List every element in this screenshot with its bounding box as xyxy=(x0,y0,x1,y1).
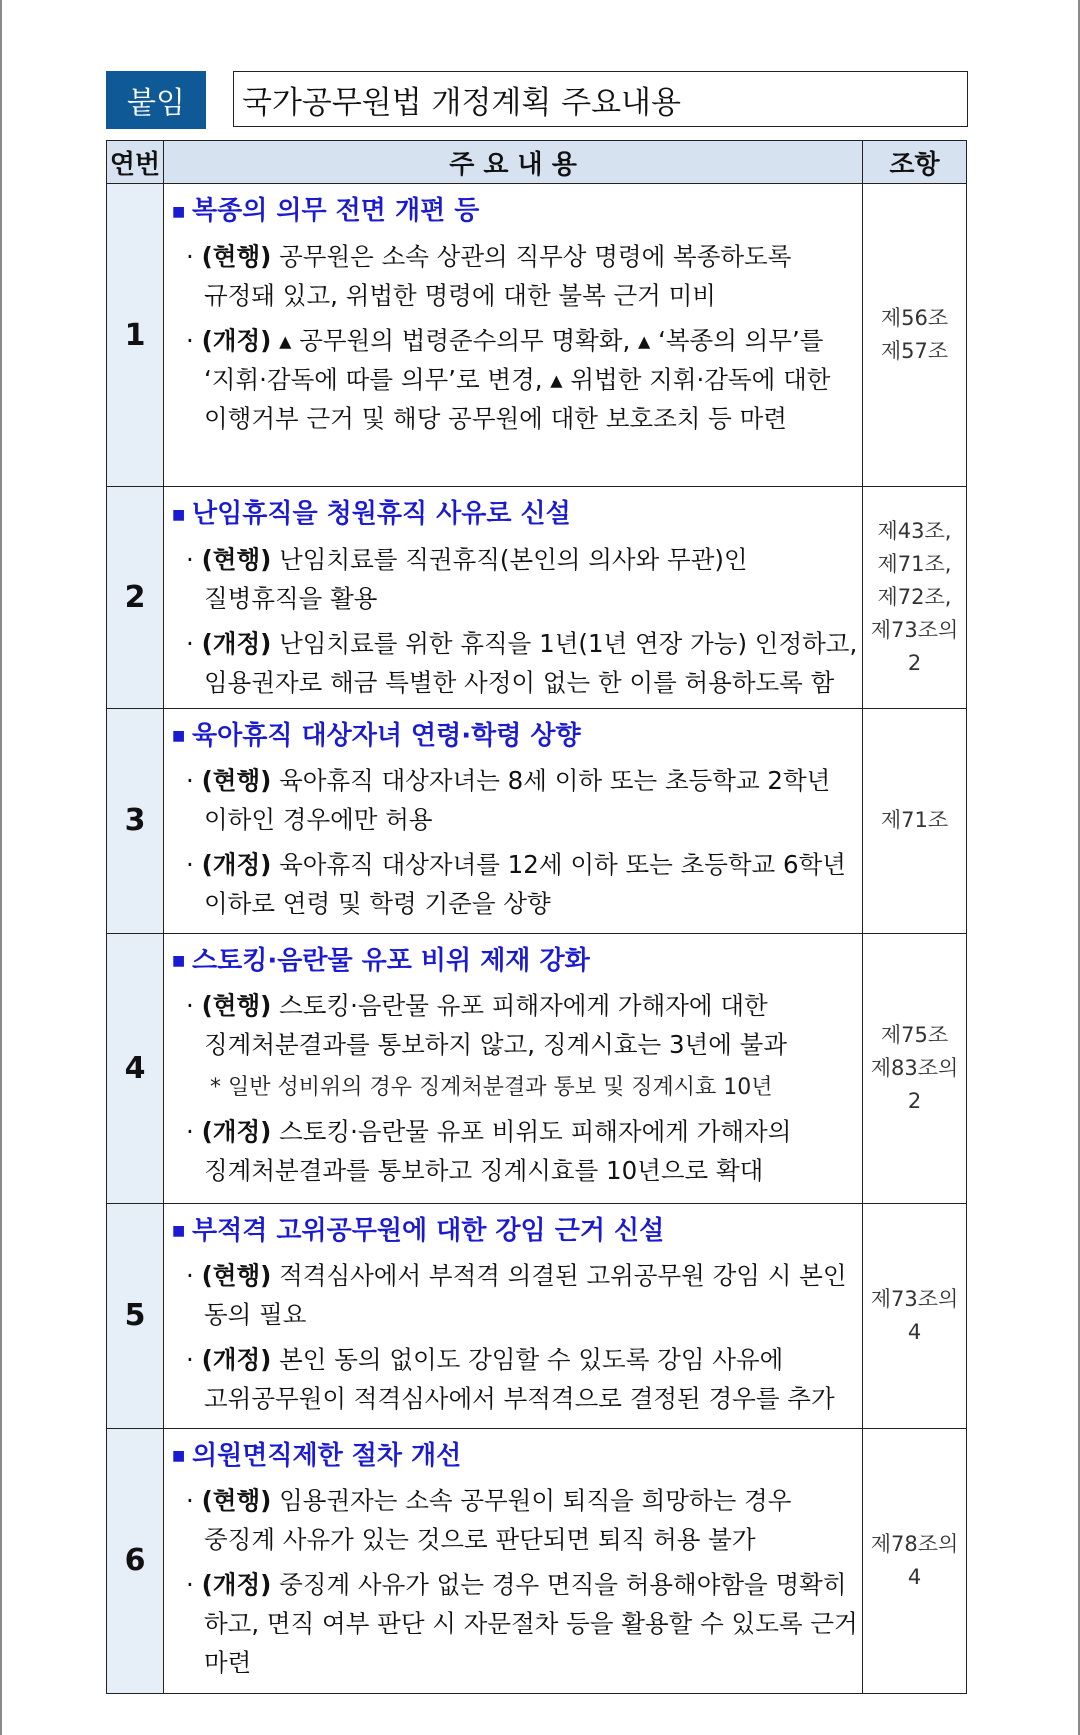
amended-item: · (개정) 난임치료를 위한 휴직을 1년(1년 연장 가능) 인정하고, 임용권자로 해금 특별한 사정이 없는 한 이를 허용하도록 함 xyxy=(186,628,858,697)
footnote: * 일반 성비위의 경우 징계처분결과 통보 및 징계시효 10년 xyxy=(210,1075,773,1100)
row-article: 제43조, 제71조, 제72조, 제73조의 2 xyxy=(863,487,967,709)
amended-item: · (개정) 본인 동의 없이도 강임할 수 있도록 강임 사유에 고위공무원이 적격심사에서 부적격으로 결정된 경우를 추가 xyxy=(186,1345,835,1413)
item-label: (개정) xyxy=(201,325,272,355)
document-title: 국가공무원법 개정계획 주요내용 xyxy=(233,71,968,127)
row-number: 5 xyxy=(107,1203,164,1428)
square-bullet-icon: ■ xyxy=(172,728,186,744)
row-content xyxy=(164,1428,863,1693)
row-title: ■ 육아휴직 대상자녀 연령·학령 상향 xyxy=(172,719,862,754)
item-label: (현행) xyxy=(201,991,272,1020)
square-bullet-icon: ■ xyxy=(172,1448,186,1464)
item-label: (개정) xyxy=(201,1345,272,1374)
table-row xyxy=(107,184,967,487)
amended-item: · (개정) 스토킹·음란물 유포 비위도 피해자에게 가해자의 징계처분결과를 통보하고 징계시효를 10년으로 확대 xyxy=(186,1117,792,1185)
page-border-left xyxy=(0,0,2,1735)
item-label: (개정) xyxy=(201,850,272,879)
row-number: 4 xyxy=(107,933,164,1203)
row-article: 제73조의 4 xyxy=(863,1203,967,1428)
row-title: ■ 난임휴직을 청원휴직 사유로 신설 xyxy=(172,497,862,532)
item-label: (현행) xyxy=(201,1486,272,1515)
current-item: · (현행) 육아휴직 대상자녀는 8세 이하 또는 초등학교 2학년 이하인 경우에만 허용 xyxy=(186,766,831,834)
header-article: 조항 xyxy=(863,141,967,184)
row-title: ■ 복종의 의무 전면 개편 등 xyxy=(172,194,862,229)
row-content xyxy=(164,487,863,709)
item-text: 난임치료를 직권휴직(본인의 의사와 무관)인 질병휴직을 활용 xyxy=(204,544,748,613)
item-text: ▴ 공무원의 법령준수의무 명확화, ▴ ‘복종의 의무’를 ‘지휘·감독에 따를 의무’로 변경, ▴ 위법한 지휘·감독에 대한 이행거부 근거 및 해당 공무원에 대한 보호조치 등 마련 xyxy=(204,325,831,433)
table-row xyxy=(107,487,967,709)
amended-item: · (개정) 육아휴직 대상자녀를 12세 이하 또는 초등학교 6학년 이하로 연령 및 학령 기준을 상향 xyxy=(186,850,846,918)
item-label: (개정) xyxy=(201,628,272,658)
item-text: 공무원은 소속 상관의 직무상 명령에 복종하도록 규정돼 있고, 위법한 명령에 대한 불복 근거 미비 xyxy=(204,241,792,310)
row-title: ■ 스토킹·음란물 유포 비위 제재 강화 xyxy=(172,944,862,979)
row-article: 제71조 xyxy=(863,708,967,933)
table-row xyxy=(107,1203,967,1428)
item-label: (현행) xyxy=(201,241,272,271)
row-content xyxy=(164,708,863,933)
item-text: 육아휴직 대상자녀를 12세 이하 또는 초등학교 6학년 이하로 연령 및 학령 기준을 상향 xyxy=(204,850,846,918)
row-content xyxy=(164,184,863,487)
header-content: 주 요 내 용 xyxy=(164,141,863,184)
row-content xyxy=(164,933,863,1203)
amended-item: · (개정) 중징계 사유가 없는 경우 면직을 허용해야함을 명확히 하고, 면직 여부 판단 시 자문절차 등을 활용할 수 있도록 근거 마련 xyxy=(186,1570,858,1677)
item-label: (현행) xyxy=(201,544,272,574)
square-bullet-icon: ■ xyxy=(172,506,186,523)
row-number: 6 xyxy=(107,1428,164,1693)
item-label: (현행) xyxy=(201,1261,272,1290)
item-text: 스토킹·음란물 유포 피해자에게 가해자에 대한 징계처분결과를 통보하지 않고, 징계시효는 3년에 불과 xyxy=(204,991,787,1059)
current-item: · (현행) 스토킹·음란물 유포 피해자에게 가해자에 대한 징계처분결과를 통보하지 않고, 징계시효는 3년에 불과 xyxy=(186,991,787,1059)
row-title: ■ 부적격 고위공무원에 대한 강임 근거 신설 xyxy=(172,1214,862,1249)
table-row xyxy=(107,1428,967,1693)
row-number: 1 xyxy=(107,184,164,487)
item-label: (개정) xyxy=(201,1570,272,1599)
table-row xyxy=(107,708,967,933)
row-number: 2 xyxy=(107,487,164,709)
amendment-table xyxy=(106,140,967,1694)
table-header-row xyxy=(107,141,967,184)
item-text: 본인 동의 없이도 강임할 수 있도록 강임 사유에 고위공무원이 적격심사에서 부적격으로 결정된 경우를 추가 xyxy=(204,1345,835,1413)
row-article: 제56조 제57조 xyxy=(863,184,967,487)
square-bullet-icon: ■ xyxy=(172,1223,186,1239)
row-article: 제75조 제83조의2 xyxy=(863,933,967,1203)
attachment-badge: 붙임 xyxy=(106,71,206,129)
item-text: 육아휴직 대상자녀는 8세 이하 또는 초등학교 2학년 이하인 경우에만 허용 xyxy=(204,766,831,834)
amended-item: · (개정) ▴ 공무원의 법령준수의무 명확화, ▴ ‘복종의 의무’를 ‘지휘·감독에 따를 의무’로 변경, ▴ 위법한 지휘·감독에 대한 이행거부 근거 및 해당 공무원에 대한 보호조치 등 마련 xyxy=(186,325,831,433)
table-row xyxy=(107,933,967,1203)
row-number: 3 xyxy=(107,708,164,933)
item-text: 임용권자는 소속 공무원이 퇴직을 희망하는 경우 중징계 사유가 있는 것으로 판단되면 퇴직 허용 불가 xyxy=(204,1486,792,1554)
row-content xyxy=(164,1203,863,1428)
item-label: (현행) xyxy=(201,766,272,795)
current-item: · (현행) 임용권자는 소속 공무원이 퇴직을 희망하는 경우 중징계 사유가 있는 것으로 판단되면 퇴직 허용 불가 xyxy=(186,1486,792,1554)
item-text: 스토킹·음란물 유포 비위도 피해자에게 가해자의 징계처분결과를 통보하고 징계시효를 10년으로 확대 xyxy=(204,1117,792,1185)
current-item: · (현행) 난임치료를 직권휴직(본인의 의사와 무관)인 질병휴직을 활용 xyxy=(186,544,748,613)
header-no: 연번 xyxy=(107,141,164,184)
square-bullet-icon: ■ xyxy=(172,203,186,220)
item-label: (개정) xyxy=(201,1117,272,1146)
current-item: · (현행) 적격심사에서 부적격 의결된 고위공무원 강임 시 본인 동의 필요 xyxy=(186,1261,847,1329)
row-title: ■ 의원면직제한 절차 개선 xyxy=(172,1439,862,1474)
document-header xyxy=(106,71,970,129)
item-text: 난임치료를 위한 휴직을 1년(1년 연장 가능) 인정하고, 임용권자로 해금 특별한 사정이 없는 한 이를 허용하도록 함 xyxy=(204,628,858,697)
row-article: 제78조의 4 xyxy=(863,1428,967,1693)
square-bullet-icon: ■ xyxy=(172,953,186,969)
item-text: 적격심사에서 부적격 의결된 고위공무원 강임 시 본인 동의 필요 xyxy=(204,1261,847,1329)
item-text: 중징계 사유가 없는 경우 면직을 허용해야함을 명확히 하고, 면직 여부 판단 시 자문절차 등을 활용할 수 있도록 근거 마련 xyxy=(204,1570,858,1677)
current-item: · (현행) 공무원은 소속 상관의 직무상 명령에 복종하도록 규정돼 있고, 위법한 명령에 대한 불복 근거 미비 xyxy=(186,241,792,310)
